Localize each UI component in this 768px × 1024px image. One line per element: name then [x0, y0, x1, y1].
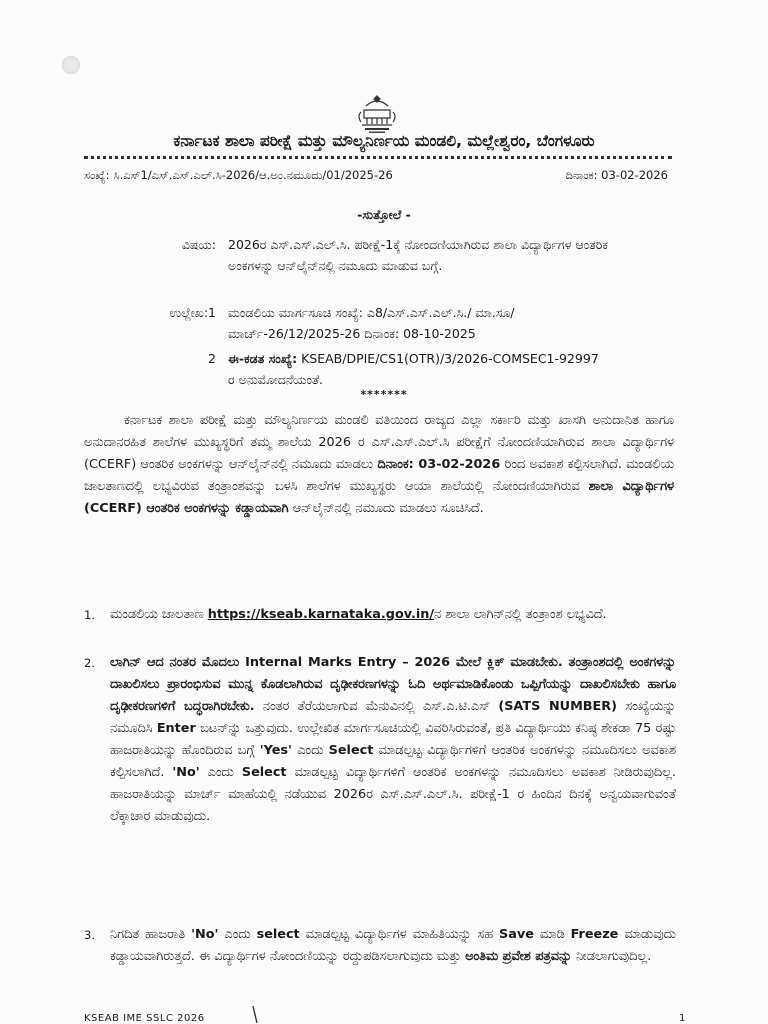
item-3-text-b: ಎಂದು	[218, 927, 257, 942]
intro-text-1: ಕರ್ನಾಟಕ ಶಾಲಾ ಪರೀಕ್ಷೆ ಮತ್ತು ಮೌಲ್ಯನಿರ್ಣಯ ಮಂಡಲಿ ವತಿಯಿಂದ ರಾಜ್ಯದ ಎಲ್ಲಾ ಸರ್ಕಾರಿ ಮತ್ತು ಖಾಸಗಿ ಅನುದಾನಿತ ಹಾಗೂ ಅನುದಾನರಹಿತ ಶಾಲೆಗಳ ಮುಖ್ಯಸ್ಥರಿಗೆ ತಮ್ಮ ಶಾಲೆಯ 2026 ರ ಎಸ್.ಎಸ್.ಎಲ್.ಸಿ ಪರೀಕ್ಷೆಗೆ ನೋಂದಣಿಯಾಗಿರುವ ಶಾಲಾ ವಿದ್ಯಾರ್ಥಿಗಳ (CCERF) ಆಂತರಿಕ ಅಂಕಗಳನ್ನು ಆನ್‌ಲೈನ್‌ನಲ್ಲಿ ನಮೂದು ಮಾಡಲು	[84, 413, 674, 472]
instructions-list-3	[84, 924, 676, 968]
reference-2-label: 2	[208, 351, 216, 366]
intro-text-2: ರಿಂದ ಅವಕಾಶ ಕಲ್ಪಿಸಲಾಗಿದೆ. ಮಂಡಲಿಯ ಜಾಲತಾಣದಲ್ಲಿ ಲಭ್ಯವಿರುವ ತಂತ್ರಾಂಶವನ್ನು ಬಳಸಿ ಶಾಲೆಗಳ ಮುಖ್ಯಸ್ಥರು ಆಯಾ ಶಾಲೆಯಲ್ಲಿ ನೋಂದಣಿಯಾಗಿರುವ	[84, 457, 674, 494]
item-2-bold-g: Select	[241, 765, 287, 780]
item-3-text-e: ಮಾಡುವುದು ಕಡ್ಡಾಯವಾಗಿರುತ್ತದೆ. ಈ ವಿದ್ಯಾರ್ಥಿಗಳ ನೋಂದಣಿಯನ್ನು ರದ್ದುಪಡಿಸಲಾಗುವುದು ಮತ್ತು	[110, 927, 677, 964]
subject-text: 2026ರ ಎಸ್.ಎಸ್.ಎಲ್.ಸಿ. ಪರೀಕ್ಷೆ-1ಕ್ಕೆ ನೋಂದಣಿಯಾಗಿರುವ ಶಾಲಾ ವಿದ್ಯಾರ್ಥಿಗಳ ಆಂತರಿಕ ಅಂಕಗಳನ್ನು ಆನ್‌ಲೈನ್‌ನಲ್ಲಿ ನಮೂದು ಮಾಡುವ ಬಗ್ಗೆ.	[228, 237, 608, 273]
item-3-bold-b: select	[256, 927, 300, 942]
item-3-text-c: ಮಾಡಲ್ಪಟ್ಟ ವಿದ್ಯಾರ್ಥಿಗಳ ಮಾಹಿತಿಯನ್ನು ಸಹ	[299, 927, 500, 942]
header-divider	[84, 156, 672, 159]
date-label: ದಿನಾಂಕ:	[565, 168, 598, 182]
item-3-text-f: ನೀಡಲಾಗುವುದಿಲ್ಲ.	[571, 949, 652, 964]
item-1-text-b: ನ ಶಾಲಾ ಲಾಗಿನ್‌ನಲ್ಲಿ ತಂತ್ರಾಂಶ ಲಭ್ಯವಿದೆ.	[434, 607, 607, 622]
intro-bold-2: ಶಾಲಾ ವಿದ್ಯಾರ್ಥಿಗಳ (CCERF) ಆಂತರಿಕ ಅಂಕಗಳನ್ನು ಕಡ್ಡಾಯವಾಗಿ	[84, 479, 674, 516]
item-2-bold-e: Select	[328, 743, 374, 758]
punch-hole-mark	[62, 56, 80, 74]
item-3-bold-a: 'No'	[191, 927, 219, 942]
subject-label: ವಿಷಯ:	[181, 237, 216, 252]
intro-date-bold: ದಿನಾಂಕ: 03-02-2026	[377, 457, 501, 472]
section-separator: *******	[360, 388, 408, 401]
state-emblem-icon	[352, 92, 402, 134]
list-item-2	[84, 652, 676, 828]
list-item-number: 1.	[84, 608, 95, 622]
date-field	[565, 168, 668, 183]
kseab-website-link[interactable]: https://kseab.karnataka.gov.in/	[207, 607, 435, 622]
circular-title: -ಸುತ್ತೋಲೆ -	[357, 207, 411, 222]
item-3-bold-d: Freeze	[570, 927, 619, 942]
reference-1-label: ಉಲ್ಲೇಖ:1	[169, 305, 216, 320]
instructions-list-2	[84, 652, 676, 828]
item-2-text-c: ಬಟನ್‌ನ್ನು ಒತ್ತುವುದು. ಉಲ್ಲೇಖಿತ ಮಾರ್ಗಸೂಚಿಯಲ್ಲಿ ವಿವರಿಸಿರುವಂತೆ, ಪ್ರತಿ ವಿದ್ಯಾರ್ಥಿಯು ಕನಿಷ್ಠ ಶೇಕಡಾ 75 ರಷ್ಟು ಹಾಜರಾತಿಯನ್ನು ಹೊಂದಿರುವ ಬಗ್ಗೆ	[110, 721, 676, 758]
item-2-bold-b: (SATS NUMBER)	[498, 699, 618, 714]
item-2-text-f: ಎಂದು	[199, 765, 242, 780]
reference-2-file-number: KSEAB/DPIE/CS1(OTR)/3/2026-COMSEC1-92997	[301, 351, 599, 366]
item-2-bold-c: Enter	[156, 721, 196, 736]
ref-number-label: ಸಂಖ್ಯೆ:	[84, 168, 110, 182]
item-3-text-d: ಮಾಡಿ	[533, 927, 571, 942]
item-3-bold-e: ಅಂತಿಮ ಪ್ರವೇಶ ಪತ್ರವನ್ನು	[465, 949, 572, 964]
item-2-text-a: ನಂತರ ತೆರೆಯಲಾಗುವ ಮೆನುವಿನಲ್ಲಿ ಎಸ್.ಎ.ಟಿ.ಎಸ್	[254, 699, 499, 714]
instructions-list	[84, 604, 676, 626]
reference-2-text	[228, 348, 648, 390]
list-item-3	[84, 924, 676, 968]
subject-block	[0, 234, 768, 387]
footer-code: KSEAB IME SSLC 2026	[84, 1013, 205, 1024]
item-3-bold-c: Save	[499, 927, 534, 942]
intro-text-3: ಆನ್‌ಲೈನ್‌ನಲ್ಲಿ ನಮೂದು ಮಾಡಲು ಸೂಚಿಸಿದೆ.	[288, 501, 484, 516]
item-2-text-g: ಮಾಡಲ್ಪಟ್ಟ ವಿದ್ಯಾರ್ಥಿಗಳಿಗೆ ಆಂತರಿಕ ಅಂಕಗಳನ್ನು ನಮೂದಿಸಲು ಅವಕಾಶ ನೀಡಿರುವುದಿಲ್ಲ. ಹಾಜರಾತಿಯನ್ನು ಮಾರ್ಚ್ ಮಾಹೆಯಲ್ಲಿ ನಡೆಯುವ 2026ರ ಎಸ್.ಎಸ್.ಎಲ್.ಸಿ. ಪರೀಕ್ಷೆ-1 ರ ಹಿಂದಿನ ದಿನಕ್ಕೆ ಅನ್ವಯವಾಗುವಂತೆ ಲೆಕ್ಕಾಚಾರ ಮಾಡುವುದು.	[110, 765, 676, 824]
reference-line	[84, 168, 674, 183]
item-2-text-e: ಮಾಡಲ್ಪಟ್ಟ ವಿದ್ಯಾರ್ಥಿಗಳಿಗೆ ಆಂತರಿಕ ಅಂಕಗಳನ್ನು ನಮೂದಿಸಲು ಅವಕಾಶ ಕಲ್ಪಿಸಲಾಗಿದೆ.	[110, 743, 677, 780]
ref-number-value: ಸಿ.ಎಸ್1/ಎಸ್.ಎಸ್.ಎಲ್.ಸಿ-2026/ಆ.ಅಂ.ನಮೂದು/01/2025-26	[113, 168, 393, 182]
reference-2-suffix: ರ ಅನುಮೋದನೆಯಂತೆ.	[228, 372, 323, 387]
list-item-1	[84, 604, 676, 626]
reference-1-text: ಮಂಡಲಿಯ ಮಾರ್ಗಸೂಚಿ ಸಂಖ್ಯೆ: ಎ8/ಎಸ್.ಎಸ್.ಎಲ್.ಸಿ./ ಮಾ.ಸೂ/ಮಾರ್ಚ್-26/12/2025-26 ದಿನಾಂಕ: 08-10-2025	[228, 305, 515, 341]
pen-stroke-mark	[252, 1005, 258, 1024]
page-number: 1	[679, 1013, 686, 1024]
board-name-heading: ಕರ್ನಾಟಕ ಶಾಲಾ ಪರೀಕ್ಷೆ ಮತ್ತು ಮೌಲ್ಯನಿರ್ಣಯ ಮಂಡಲಿ, ಮಲ್ಲೇಶ್ವರಂ, ಬೆಂಗಳೂರು	[173, 132, 595, 150]
item-2-bold-f: 'No'	[172, 765, 200, 780]
reference-2-prefix: ಈ-ಕಡತ ಸಂಖ್ಯೆ:	[228, 351, 298, 366]
item-2-bold-a: ಲಾಗಿನ್ ಆದ ನಂತರ ಮೊದಲು Internal Marks Entry – 2026 ಮೇಲೆ ಕ್ಲಿಕ್ ಮಾಡಬೇಕು. ತಂತ್ರಾಂಶದಲ್ಲಿ ಅಂಕಗಳನ್ನು ದಾಖಲಿಸಲು ಪ್ರಾರಂಭಿಸುವ ಮುನ್ನ ಕೊಡಲಾಗಿರುವ ದೃಢೀಕರಣಗಳನ್ನು ಓದಿ ಅರ್ಥಮಾಡಿಕೊಂಡು ಒಪ್ಪಿಗೆಯನ್ನು ದಾಖಲಿಸಬೇಕು ಹಾಗೂ ದೃಢೀಕರಣಗಳಿಗೆ ಬದ್ಧರಾಗಿರಬೇಕು.	[110, 655, 676, 714]
list-item-number: 2.	[84, 656, 95, 670]
item-1-text-a: ಮಂಡಲಿಯ ಜಾಲತಾಣ	[110, 607, 208, 622]
item-2-text-b: ಸಂಖ್ಯೆಯನ್ನು ನಮೂದಿಸಿ	[110, 699, 676, 736]
item-3-text-a: ನಿಗದಿತ ಹಾಜರಾತಿ	[110, 927, 192, 942]
intro-paragraph	[84, 410, 674, 520]
item-2-text-d: ಎಂದು	[291, 743, 329, 758]
item-2-bold-d: 'Yes'	[259, 743, 292, 758]
list-item-number: 3.	[84, 928, 95, 942]
date-value: 03-02-2026	[601, 168, 668, 182]
